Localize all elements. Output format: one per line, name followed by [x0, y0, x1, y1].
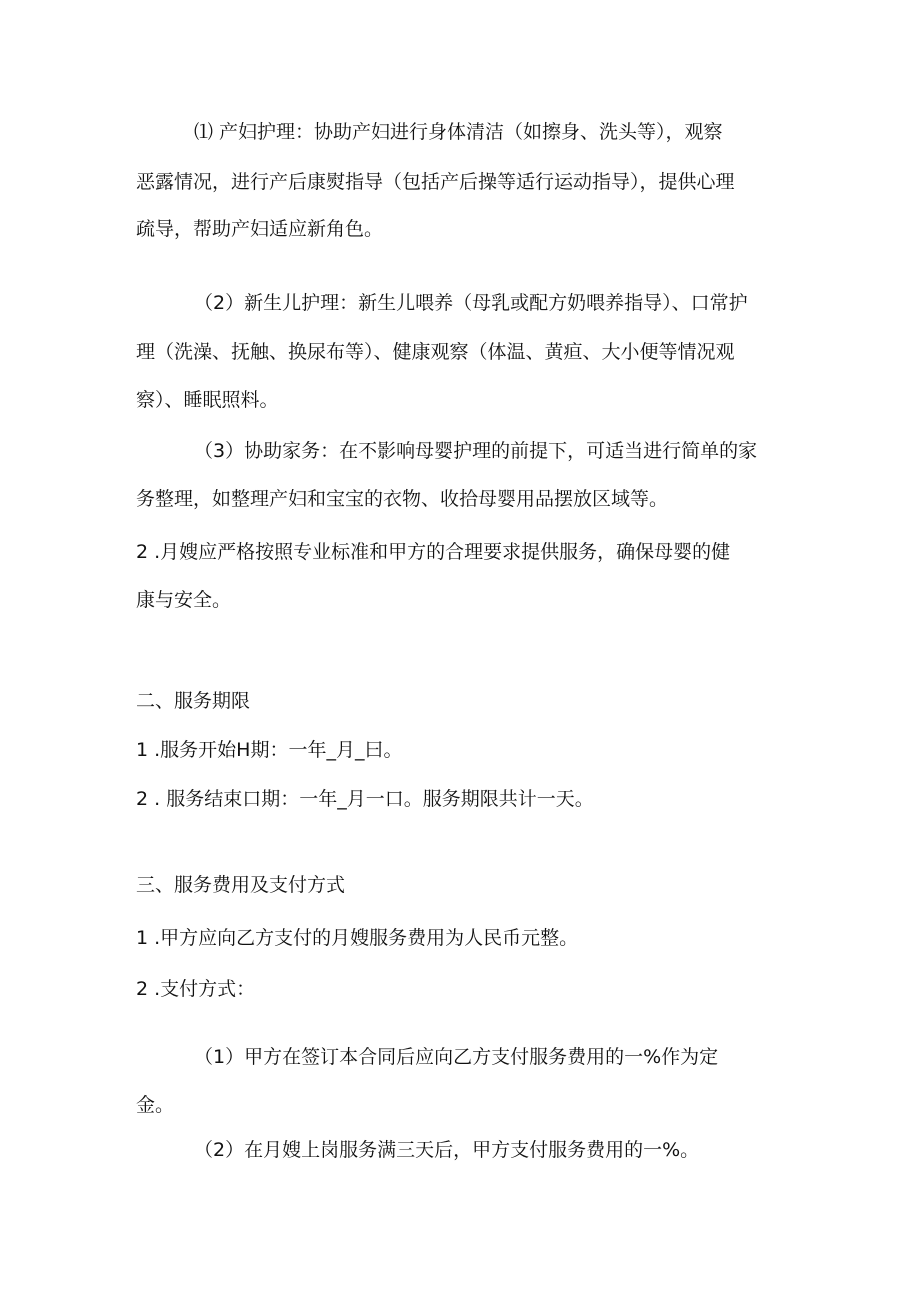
service-fee: 1 .甲方应向乙方支付的月嫂服务费用为人民币元整。 [136, 927, 579, 949]
service-standard-line-2: 康与安全。 [136, 589, 232, 611]
newborn-care-line-2: 理（洗澡、抚触、换尿布等）、健康观察（体温、黄疸、大小便等情况观 [136, 341, 735, 363]
newborn-care-line-3: 察）、睡眠照料。 [136, 389, 279, 411]
housework-line-2: 务整理，如整理产妇和宝宝的衣物、收拾母婴用品摆放区域等。 [136, 488, 669, 510]
second-payment: （2）在月嫂上岗服务满三天后，甲方支付服务费用的一%。 [194, 1139, 700, 1161]
service-end-date: 2 . 服务结束口期：一年_月一口。服务期限共计一天。 [136, 788, 594, 810]
maternal-care-line-3: 疏导，帮助产妇适应新角色。 [136, 218, 384, 240]
payment-method: 2 .支付方式： [136, 978, 256, 1000]
maternal-care-line-2: 恶露情况，进行产后康熨指导（包括产后操等适行运动指导），提供心理 [136, 171, 735, 193]
section3-heading: 三、服务费用及支付方式 [136, 874, 346, 896]
maternal-care-line-1: ⑴ 产妇护理：协助产妇进行身体清洁（如擦身、洗头等），观察 [194, 121, 723, 143]
section2-heading: 二、服务期限 [136, 690, 251, 712]
deposit-line-1: （1）甲方在签订本合同后应向乙方支付服务费用的一%作为定 [194, 1046, 719, 1068]
deposit-line-2: 金。 [136, 1094, 175, 1116]
housework-line-1: （3）协助家务：在不影响母婴护理的前提下，可适当进行简单的家 [194, 440, 758, 462]
service-start-date: 1 .服务开始H期：一年_月_曰。 [136, 739, 403, 761]
newborn-care-line-1: （2）新生儿护理：新生儿喂养（母乳或配方奶喂养指导）、口常护 [194, 292, 748, 314]
service-standard-line-1: 2 .月嫂应严格按照专业标准和甲方的合理要求提供服务，确保母婴的健 [136, 541, 731, 563]
